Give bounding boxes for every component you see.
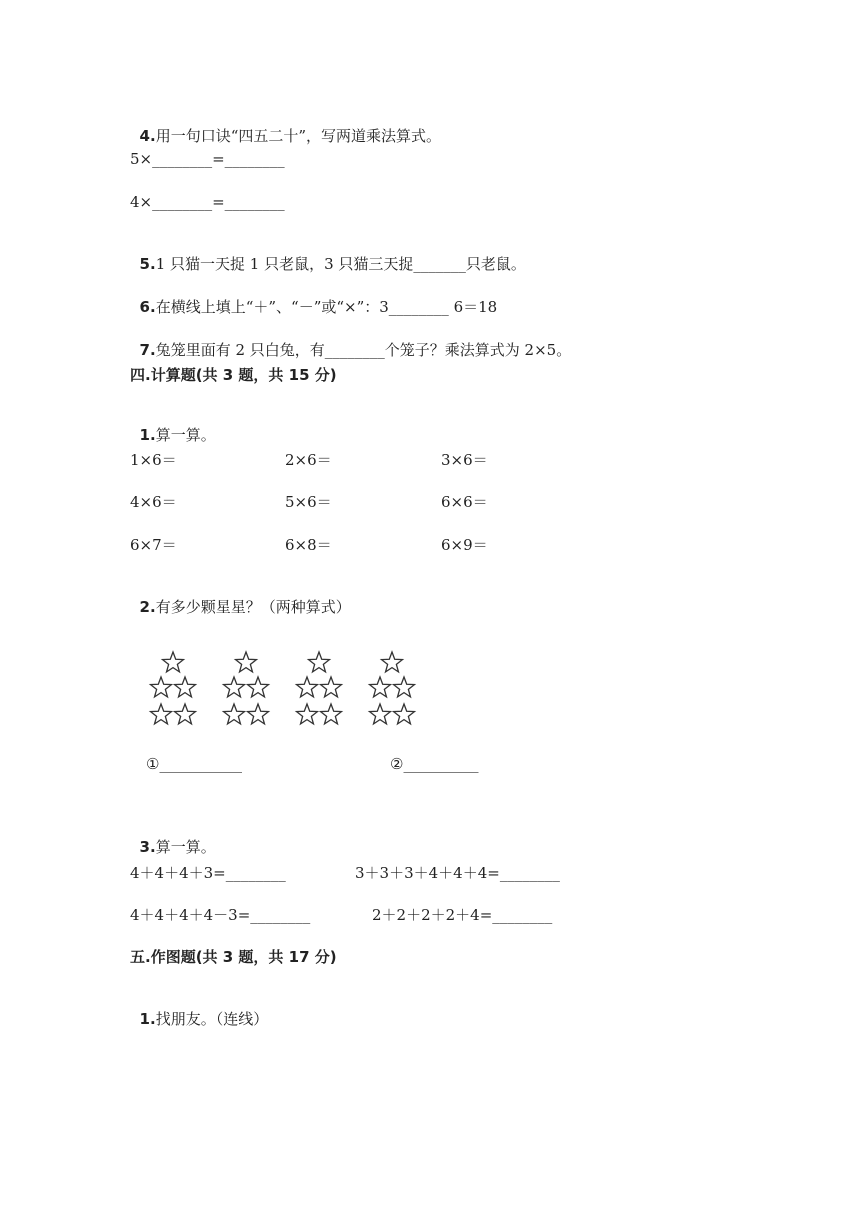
calc-cell: 4×6＝ [130,493,177,511]
star-icon [151,677,172,697]
star-icon [297,704,318,724]
calc-cell: 6×7＝ [130,536,177,554]
calc3-equation-3: 4＋4＋4＋4－3=________ [130,906,311,924]
calc-cell: 2×6＝ [285,451,332,469]
star-icon [236,652,257,672]
question-number: 4. [139,127,156,145]
star-icon [248,704,269,724]
calc3-equation-1: 4＋4＋4＋3=________ [130,864,286,882]
star-icon [394,704,415,724]
star-icon [224,677,245,697]
question-text: 1 只猫一天捉 1 只老鼠，3 只猫三天捉_______只老鼠。 [155,255,526,273]
question-text: 兔笼里面有 2 只白兔，有________个笼子？乘法算式为 2×5。 [155,341,572,359]
question-text: 有多少颗星星？（两种算式） [155,598,351,616]
calc-cell: 5×6＝ [285,493,332,511]
section-4-title: 四.计算题(共 3 题，共 15 分) [130,366,337,384]
star-icon [163,652,184,672]
question-number: 1. [139,1010,156,1028]
star-icon [248,677,269,697]
question-text: 在横线上填上“＋”、“－”或“×”：3________ 6＝18 [155,298,498,316]
q4-equation-1: 5×________=________ [130,150,285,168]
calc-cell: 6×8＝ [285,536,332,554]
question-text: 算一算。 [155,838,216,856]
star-icon [382,652,403,672]
question-text: 用一句口诀“四五二十”，写两道乘法算式。 [155,127,442,145]
calc-cell: 3×6＝ [441,451,488,469]
star-icon [370,677,391,697]
calc-question-3 [130,818,216,857]
star-icon [370,704,391,724]
star-icon [224,704,245,724]
star-icon [309,652,330,672]
answer-blank-2: ②__________ [390,755,479,773]
star-icon [321,704,342,724]
draw-question-1 [130,990,268,1029]
calc3-equation-2: 3＋3＋3＋4＋4＋4=________ [355,864,560,882]
calc3-equation-4: 2＋2＋2＋2＋4=________ [372,906,553,924]
q4-equation-2: 4×________=________ [130,193,285,211]
question-number: 3. [139,838,156,856]
answer-blank-1: ①___________ [146,755,242,773]
calc-cell: 1×6＝ [130,451,177,469]
question-6 [130,278,497,317]
question-number: 1. [139,426,156,444]
question-text: 算一算。 [155,426,216,444]
star-icon [394,677,415,697]
question-5 [130,235,526,274]
question-text: 找朋友。（连线） [155,1010,269,1028]
star-groups-figure [140,645,430,730]
calc-question-1 [130,406,216,445]
question-number: 6. [139,298,156,316]
star-icon [151,704,172,724]
question-number: 5. [139,255,156,273]
star-icon [175,677,196,697]
calc-cell: 6×6＝ [441,493,488,511]
question-4 [130,107,441,146]
question-number: 2. [139,598,156,616]
star-icon [175,704,196,724]
question-7 [130,321,571,360]
calc-question-2 [130,578,351,617]
calc-cell: 6×9＝ [441,536,488,554]
star-icon [297,677,318,697]
section-5-title: 五.作图题(共 3 题，共 17 分) [130,948,337,966]
star-icon [321,677,342,697]
question-number: 7. [139,341,156,359]
